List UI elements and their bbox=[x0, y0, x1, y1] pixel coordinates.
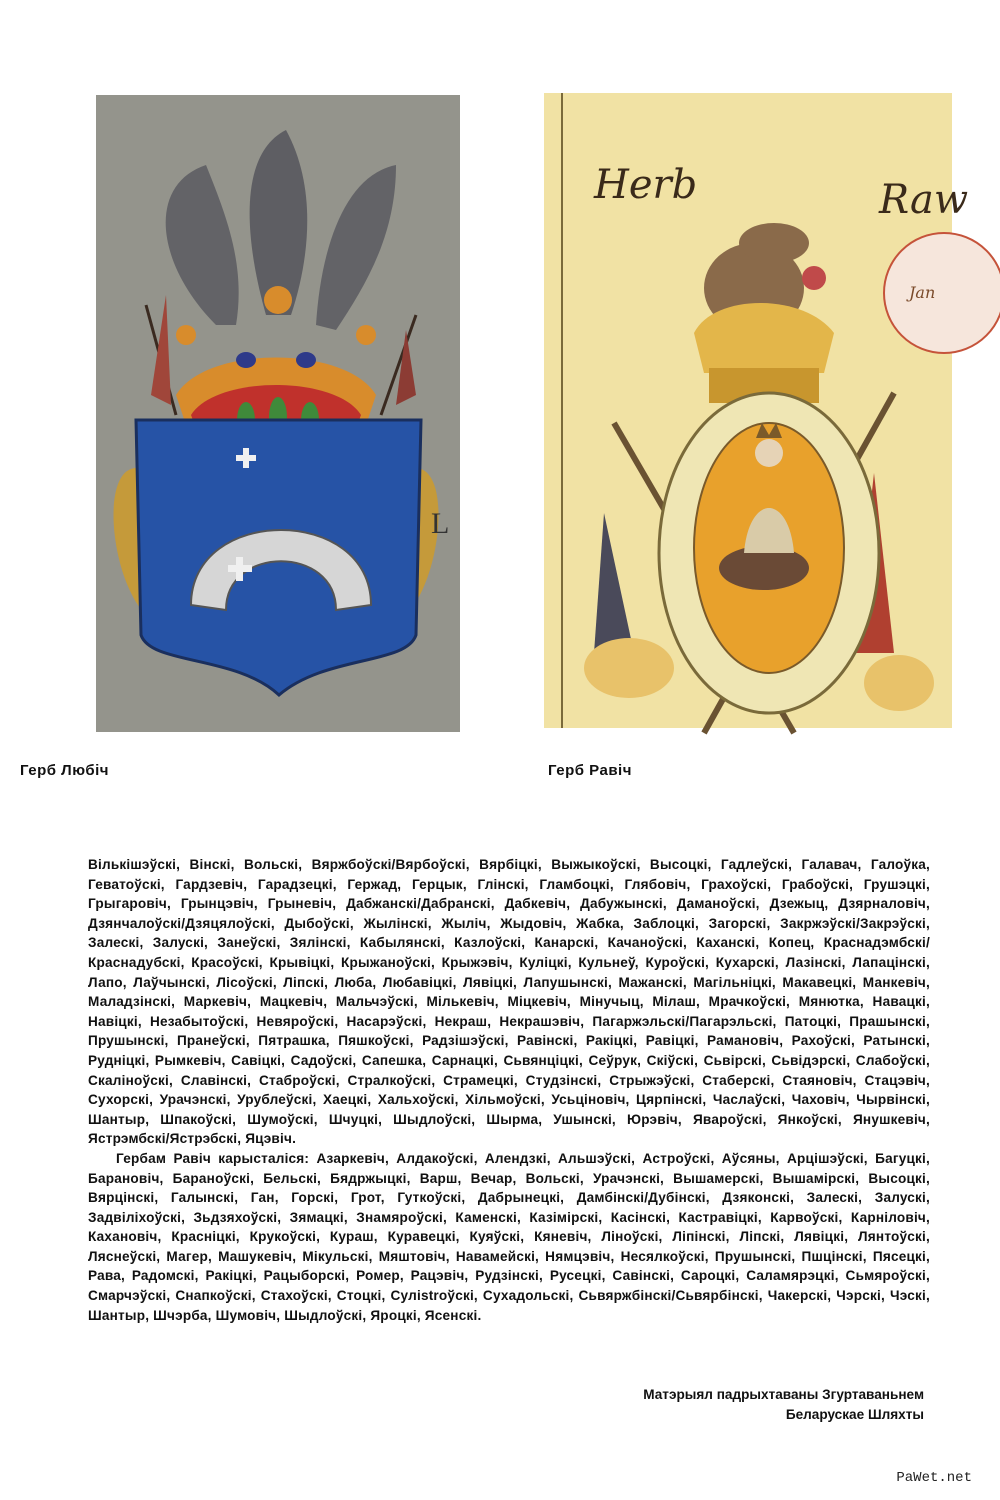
crown-finial bbox=[264, 286, 292, 314]
article-body bbox=[88, 855, 930, 1325]
inscription-herb: Herb bbox=[594, 162, 698, 208]
credit-line-2: Беларускае Шляхты bbox=[785, 1406, 924, 1422]
coat-of-arms-lubicz-image bbox=[96, 95, 460, 732]
rawicz-illustration bbox=[544, 93, 969, 728]
inscription-jan: Jan bbox=[909, 283, 936, 302]
inscription-rawicz: Raw bbox=[879, 177, 969, 223]
plate-letter: L bbox=[431, 507, 450, 540]
coat-of-arms-rawicz-image bbox=[544, 93, 969, 728]
surname-list-lubicz: Вількішэўскі, Вінскі, Вольскі, Вяржбоўскі/Вярбоўскі, Вярбіцкі, Выжыкоўскі, Высоцкі, Гадлеўскі, Галавач, Галоўка, Геватоўскі, Гардзевіч, Гарадзецкі, Гержад, Герцык, Глінскі, Гламбоцкі, Глябовіч, Грахоўскі, Грабоўскі, Грушэцкі, Грыгаровіч, Грынцэвіч, Грыневіч, Дабжанскі/Дабранскі, Дабкевіч, Дабужынскі, Даманоўскі, Дзежыц, Дзярналовіч, Дзянчалоўскі/Дзяцялоўскі, Дыбоўскі, Жылінскі, Жыліч, Жыдовіч, Жабка, Заблоцкі, Загорскі, Закржэўскі/Закрэўскі, Залескі, Залускі, Занеўскі, Зялінскі, Кабылянскі, Казлоўскі, Канарскі, Качаноўскі, Каханскі, Копец, Краснадэмбскі/Краснадубскі, Красоўскі, Крывіцкі, Крыжаноўскі, Крыжэвіч, Куліцкі, Кульнеў, Куроўскі, Кухарскі, Лазінскі, Лапацінскі, Лапо, Лаўчынскі, Лісоўскі, Ліпскі, Люба, Любавіцкі, Лявіцкі, Лапушынскі, Мажанскі, Магільніцкі, Макавецкі, Манкевіч, Маладзінскі, Маркевіч, Мацкевіч, Мальчэўскі, Мількевіч, Міцкевіч, Мінучыц, Мілаш, Мрачкоўскі, Мянютка, Навацкі, Навіцкі, Незабытоўскі, Невяроўскі, Насарэўскі, Некраш, Некрашэвіч, Пагаржэльскі/Пагарэльскі, Патоцкі, Прашынскі, Прушынскі, Пранеўскі, Пятрашка, Пяшкоўскі, Радзішэўскі, Равінскі, Ракіцкі, Равіцкі, Рамановіч, Рахоўскі, Ратынскі, Рудніцкі, Рымкевіч, Савіцкі, Садоўскі, Сапешка, Сарнацкі, Сьвянціцкі, Сеўрук, Скіўскі, Сьвірскі, Сьвідэрскі, Слабоўскі, Скаліноўскі, Славінскі, Стаброўскі, Стралкоўскі, Страмецкі, Студзінскі, Стрыжэўскі, Стаберскі, Стаяновіч, Стацэвіч, Сухорскі, Урачэнскі, Урублеўскі, Хаецкі, Хальхоўскі, Хільмоўскі, Усьціновіч, Цярпінскі, Часлаўскі, Чаховіч, Чырвінскі, Шантыр, Шпакоўскі, Шумоўскі, Шчуцкі, Шыдлоўскі, Шырма, Ушынскі, Юрэвіч, Явароўскі, Янкоўскі, Янушкевіч, Ястрэмбскі/Ястрэбскі, Яцэвіч. bbox=[88, 857, 930, 1147]
lubicz-illustration bbox=[96, 95, 460, 732]
credit-block bbox=[643, 1385, 924, 1424]
rawicz-lead-in: Гербам Равіч карысталіся: bbox=[116, 1150, 310, 1166]
surname-list-rawicz bbox=[88, 1149, 930, 1325]
caption-lubicz: Герб Любіч bbox=[20, 762, 109, 779]
rawicz-surnames: Азаркевіч, Алдакоўскі, Алендзкі, Альшэўскі, Астроўскі, Аўсяны, Арцішэўскі, Багуцкі, Барановіч, Бараноўскі, Бельскі, Бядржыцкі, Варш, Вечар, Вольскі, Урачэнскі, Вышамерскі, Вышамірскі, Высоцкі, Вярцінскі, Галынскі, Ган, Горскі, Грот, Гуткоўскі, Дабрынецкі, Дамбінскі/Дубінскі, Дзяконскі, Залескі, Залускі, Задвіліхоўскі, Зьдзяхоўскі, Зямацкі, Знамяроўскі, Каменскі, Казімірскі, Касінскі, Кастравіцкі, Карвоўскі, Карніловіч, Кахановіч, Красніцкі, Крукоўскі, Кураш, Куравецкі, Куяўскі, Кяневіч, Ліноўскі, Ліпінскі, Ліпскі, Лявіцкі, Лянтоўскі, Ляснеўскі, Магер, Машукевіч, Мікульскі, Мяштовіч, Навамейскі, Нямцэвіч, Несялкоўскі, Прушынскі, Пшцінскі, Пясецкі, Рава, Радомскі, Ракіцкі, Рацыборскі, Ромер, Рацэвіч, Рудзінскі, Русецкі, Савінскі, Сароцкі, Саламярэцкі, Сьмяроўскі, Смарчэўскі, Снапкоўскі, Стахоўскі, Стоцкі, Суліstroўскі, Сухадольскі, Сьвяржбінскі/Сьвярбінскі, Чакерскі, Чэрскі, Чэскі, Шантыр, Шчэрба, Шумовіч, Шыдлоўскі, Яроцкі, Ясенскі. bbox=[88, 1150, 931, 1323]
watermark: PaWet.net bbox=[896, 1470, 972, 1486]
caption-rawicz: Герб Равіч bbox=[548, 762, 632, 779]
credit-line-1: Матэрыял падрыхтаваны Згуртаваньнем bbox=[643, 1387, 924, 1402]
